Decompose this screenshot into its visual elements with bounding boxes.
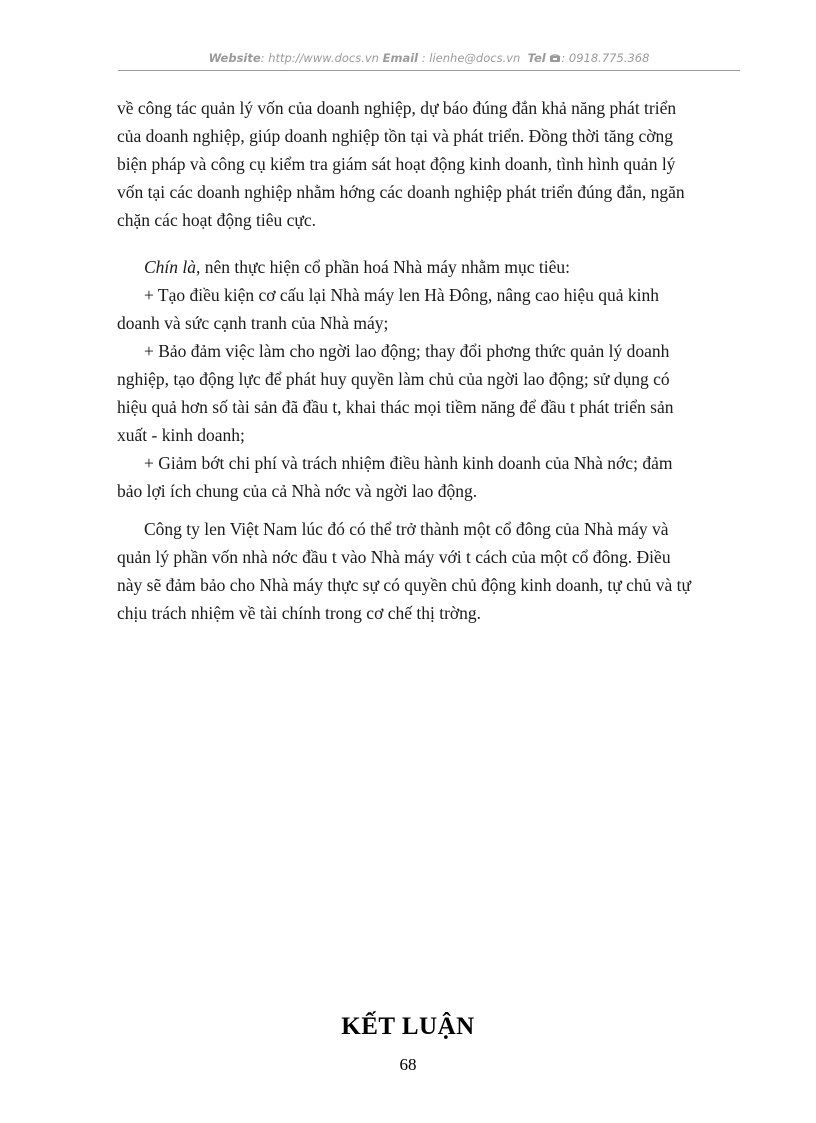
lead-rest: nên thực hiện cổ phần hoá Nhà máy nhằm mục tiêu: [200, 257, 570, 277]
email-value: : lienhe@docs.vn [418, 51, 521, 65]
paragraph-line: + Giảm bớt chi phí và trách nhiệm điều hành kinh doanh của Nhà nớc; đảm [144, 453, 673, 473]
paragraph-line: + Tạo điều kiện cơ cấu lại Nhà máy len Hà Đông, nâng cao hiệu quả kinh [144, 285, 659, 305]
section-heading: KẾT LUẬN [341, 1013, 475, 1040]
email-label: Email [382, 51, 419, 65]
paragraph-line: + Bảo đảm việc làm cho ngời lao động; thay đổi phơng thức quản lý doanh [144, 341, 670, 361]
phone-icon [549, 53, 561, 63]
website-value: : http://www.docs.vn [260, 51, 379, 65]
paragraph-line: này sẽ đảm bảo cho Nhà máy thực sự có quyền chủ động kinh doanh, tự chủ và tự [117, 575, 691, 595]
page-number: 68 [399, 1055, 417, 1074]
header-divider [118, 70, 740, 71]
tel-label: Tel [527, 51, 546, 65]
page-header [118, 51, 740, 65]
paragraph-line: vốn tại các doanh nghiệp nhằm hớng các doanh nghiệp phát triển đúng đắn, ngăn [117, 182, 685, 202]
paragraph-line: của doanh nghiệp, giúp doanh nghiệp tồn tại và phát triển. Đồng thời tăng cờng [117, 126, 674, 146]
paragraph-line: quản lý phần vốn nhà nớc đầu t vào Nhà máy với t cách của một cổ đông. Điều [117, 547, 671, 567]
paragraph-line: Công ty len Việt Nam lúc đó có thể trở thành một cổ đông của Nhà máy và [144, 519, 669, 539]
website-label: Website [208, 51, 261, 65]
paragraph-line: chịu trách nhiệm về tài chính trong cơ chế thị trờng. [117, 603, 482, 623]
paragraph-line: biện pháp và công cụ kiểm tra giám sát hoạt động kinh doanh, tình hình quản lý [117, 154, 676, 174]
paragraph-lead [117, 253, 741, 281]
paragraph-3 [117, 515, 741, 627]
lead-italic: Chín là, [144, 257, 201, 277]
paragraph-line: bảo lợi ích chung của cả Nhà nớc và ngời lao động. [117, 481, 478, 501]
paragraph-1 [117, 94, 741, 234]
paragraph-line: hiệu quả hơn số tài sản đã đầu t, khai thác mọi tiềm năng để đầu t phát triển sản [117, 397, 674, 417]
paragraph-line: nghiệp, tạo động lực để phát huy quyền làm chủ của ngời lao động; sử dụng có [117, 369, 670, 389]
tel-value: : 0918.775.368 [561, 51, 650, 65]
paragraph-line: doanh và sức cạnh tranh của Nhà máy; [117, 313, 389, 333]
paragraph-2 [117, 253, 741, 505]
paragraph-line: chặn các hoạt động tiêu cực. [117, 210, 316, 230]
paragraph-line: về công tác quản lý vốn của doanh nghiệp, dự báo đúng đắn khả năng phát triển [117, 98, 677, 118]
paragraph-line: xuất - kinh doanh; [117, 425, 245, 445]
